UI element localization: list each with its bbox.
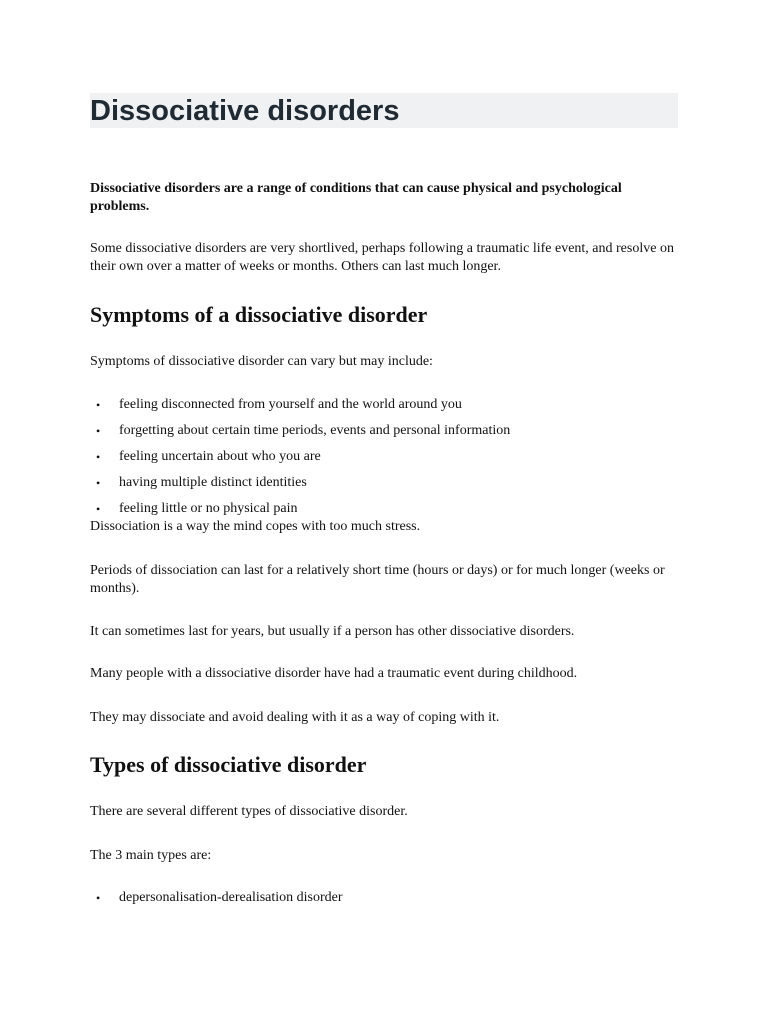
bullet-icon: • bbox=[96, 502, 101, 516]
bullet-icon: • bbox=[96, 424, 101, 438]
types-main-lead: The 3 main types are: bbox=[90, 848, 212, 863]
paragraph-childhood: Many people with a dissociative disorder have had a traumatic event during childhood. bbox=[90, 666, 578, 681]
paragraph-years: It can sometimes last for years, but usually if a person has other dissociative disorders. bbox=[90, 624, 575, 639]
bullet-icon: • bbox=[96, 891, 101, 905]
bullet-icon: • bbox=[96, 398, 101, 412]
list-item-text: feeling disconnected from yourself and the world around you bbox=[119, 397, 462, 412]
paragraph-avoid: They may dissociate and avoid dealing with it as a way of coping with it. bbox=[90, 710, 500, 725]
types-lead: There are several different types of dissociative disorder. bbox=[90, 804, 408, 819]
list-item-text: feeling uncertain about who you are bbox=[119, 449, 321, 464]
intro-summary: Dissociative disorders are a range of conditions that can cause physical and psychological problems. bbox=[90, 181, 622, 214]
symptoms-lead: Symptoms of dissociative disorder can vary but may include: bbox=[90, 354, 433, 369]
bullet-icon: • bbox=[96, 450, 101, 464]
paragraph-duration: Periods of dissociation can last for a relatively short time (hours or days) or for much longer (weeks or months). bbox=[90, 563, 665, 596]
bullet-icon: • bbox=[96, 476, 101, 490]
page-title: Dissociative disorders bbox=[90, 95, 400, 127]
list-item-text: depersonalisation-derealisation disorder bbox=[119, 890, 343, 905]
intro-paragraph: Some dissociative disorders are very shortlived, perhaps following a traumatic life event, and resolve on their own over a matter of weeks or months. Others can last much longer. bbox=[90, 241, 674, 274]
list-item-text: having multiple distinct identities bbox=[119, 475, 307, 490]
symptoms-heading: Symptoms of a dissociative disorder bbox=[90, 302, 428, 327]
paragraph-coping: Dissociation is a way the mind copes with too much stress. bbox=[90, 519, 421, 534]
types-heading: Types of dissociative disorder bbox=[90, 752, 367, 777]
list-item-text: forgetting about certain time periods, events and personal information bbox=[119, 423, 511, 438]
list-item-text: feeling little or no physical pain bbox=[119, 501, 298, 516]
